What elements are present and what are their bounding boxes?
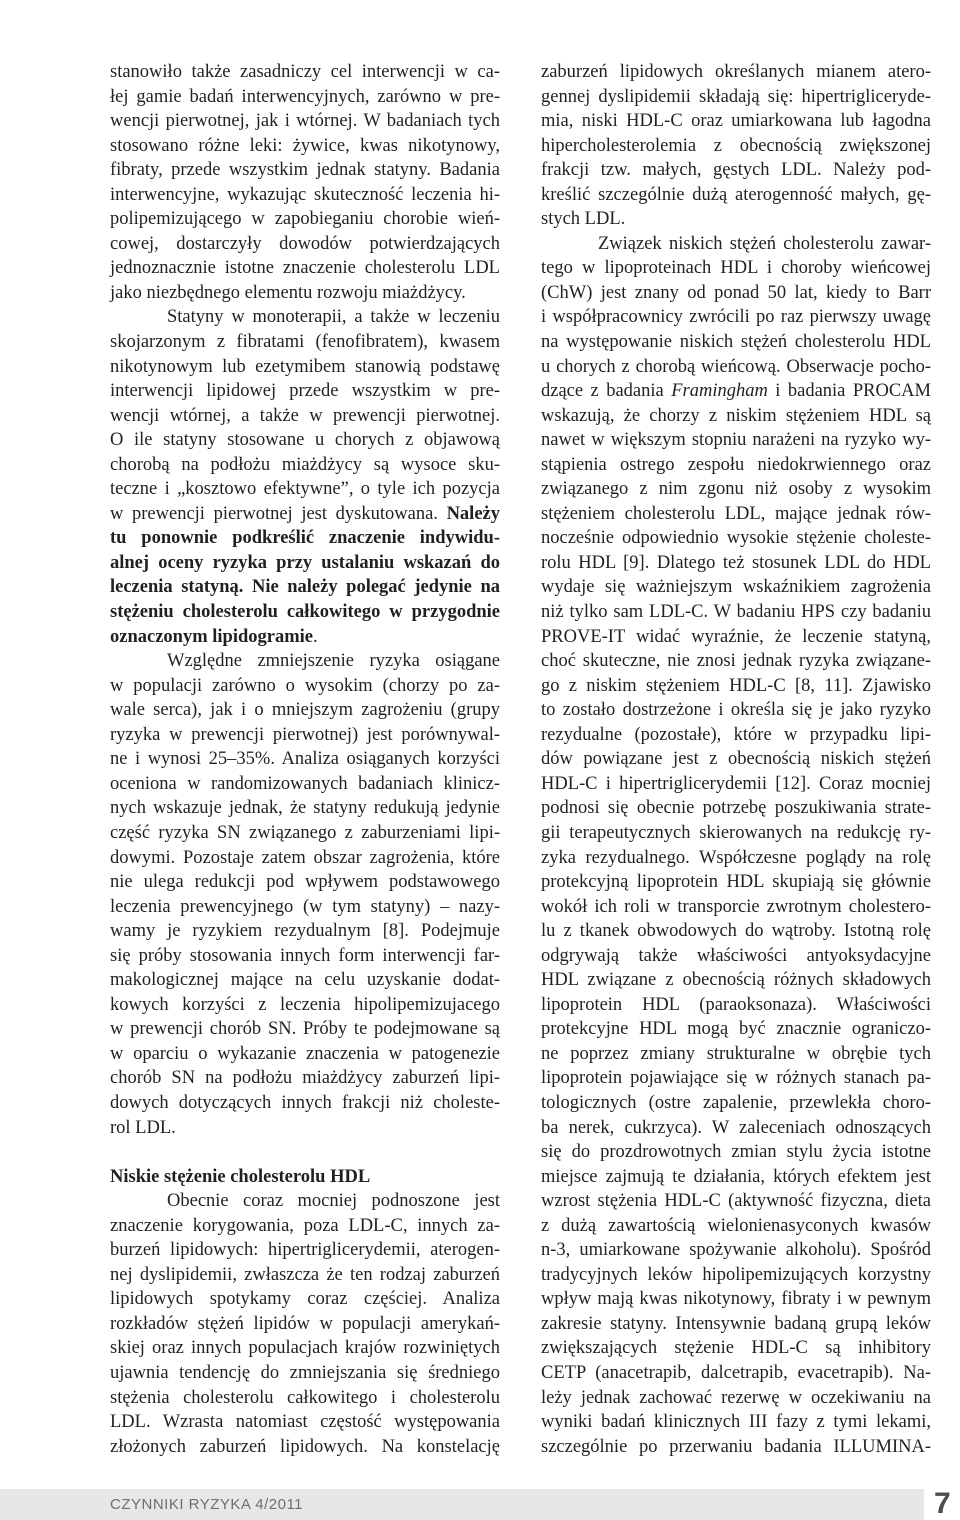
text-line: wokół ich roli w transporcie zwrotnym cholestero- xyxy=(541,896,931,917)
paragraph xyxy=(541,232,931,1459)
text-line: nikotynowym lub ezetymibem stanowią podstawę xyxy=(110,356,500,377)
text-line: n-3, umiarkowane spożywanie alkoholu). Spośród xyxy=(541,1240,931,1261)
text-line: polipemizującego w zapobieganiu chorobie wień- xyxy=(110,209,500,230)
text-line: burzeń lipidowych: hipertriglicerydemii, aterogen- xyxy=(110,1240,500,1261)
text-line: miejsce zajmują te działania, których efektem jest xyxy=(541,1166,931,1187)
journal-issue-label: CZYNNIKI RYZYKA 4/2011 xyxy=(110,1496,304,1513)
text-line: złożonych zaburzeń lipidowych. Na konstelację xyxy=(110,1436,500,1457)
bold-text: oznaczonym lipidogramie xyxy=(110,626,313,647)
text-line: wencji wtórnej, a także w prewencji pierwotnej. xyxy=(110,405,500,426)
text-line: interwencji lipidowej przede wszystkim w pre- xyxy=(110,381,500,402)
text-line: chorobą na podłożu miażdżycy są wysoce sku- xyxy=(110,454,500,475)
text-line: makologicznej mające na celu uzyskanie dodat- xyxy=(110,970,500,991)
text-line: Statyny w monoterapii, a także w leczeniu xyxy=(167,307,500,328)
text-line: wskazują, że chorzy z niskim stężeniem HDL są xyxy=(541,405,931,426)
text-line: PROVE-IT widać wyraźnie, że leczenie statyną, xyxy=(541,626,931,647)
text-line: skiej oraz innych populacjach krajów rozwiniętych xyxy=(110,1338,500,1359)
text-line: stąpienia ostrego zespołu niedokrwiennego oraz xyxy=(541,454,931,475)
text-line: zwiększających stężenie HDL-C są inhibitory xyxy=(541,1338,931,1359)
text-line: tego w lipoproteinach HDL i choroby wieńcowej xyxy=(541,258,931,279)
text-line: Względne zmniejszenie ryzyka osiągane xyxy=(167,651,500,672)
text-line: dów powiązane jest z obecnością niskich stężeń xyxy=(541,749,931,770)
bold-text: tu ponownie podkreślić znaczenie indywidu- xyxy=(110,528,500,549)
text-span: i badania PROCAM xyxy=(767,381,931,402)
text-line: cowej, dostarczyły dowodów potwierdzających xyxy=(110,233,500,254)
text-line: niż tylko sam LDL-C. W badaniu HPS czy badaniu xyxy=(541,602,931,623)
text-line: protekcyjną lipoprotein HDL skupiają się głównie xyxy=(541,872,931,893)
page-number: 7 xyxy=(934,1487,951,1520)
text-line: związanego z nim zgonu niż osoby z wysokim xyxy=(541,479,931,500)
text-line: nych wskazuje jednak, że statyny redukują jedynie xyxy=(110,798,500,819)
text-line: w prewencji chorób SN. Próby te podejmowane są xyxy=(110,1019,500,1040)
text-line: lipoprotein pojawiające się w różnych stanach pa- xyxy=(541,1068,931,1089)
text-line: HDL związane z obecnością różnych składowych xyxy=(541,970,931,991)
text-span: . xyxy=(312,626,318,647)
text-span: dzące z badania xyxy=(541,381,672,402)
paragraph xyxy=(110,649,500,1140)
text-line: rozkładów stężeń lipidów w populacji amerykań- xyxy=(110,1313,500,1334)
text-line: leczenia prewencyjnego (w tym statyny) – nazy- xyxy=(110,896,500,917)
text-line: zaburzeń lipidowych określanych mianem atero- xyxy=(541,62,931,82)
text-line: tologicznych (ostre zapalenie, przewlekła choro- xyxy=(541,1092,931,1113)
text-line: jako niezbędnego elementu rozwoju miażdżycy. xyxy=(110,282,466,303)
text-line: O ile statyny stosowane u chorych z objawową xyxy=(110,430,500,451)
text-line: łej gamie badań interwencyjnych, zarówno w pre- xyxy=(110,86,500,107)
paragraph xyxy=(110,305,500,649)
text-line: wale serca), jak i o mniejszym zagrożeniu (grupy xyxy=(110,700,500,721)
text-line: ryzyka w prewencji pierwotnej) jest porównywal- xyxy=(110,724,500,745)
text-line: teczne i „kosztowo efektywne”, o tyle ich pozycja xyxy=(110,479,500,500)
text-line: tradycyjnych leków hipolipemizujących korzystny xyxy=(541,1264,931,1285)
text-line: wydaje się ważniejszym wskaźnikiem zagrożenia xyxy=(541,577,931,598)
text-line: kreślić szczególnie dużą aterogenność małych, gę- xyxy=(541,184,931,205)
text-line: zakresie statyny. Intensywnie badaną grupą leków xyxy=(541,1313,931,1334)
text-line: nawet w większym stopniu narażeni na ryzyko wy- xyxy=(541,430,931,451)
text-line: podnosi się obecnie potrzebę poszukiwania strate- xyxy=(541,798,931,819)
text-line: leży jednak zachować rezerwę w oczekiwaniu na xyxy=(541,1387,931,1408)
text-line xyxy=(110,575,500,600)
text-line: (ChW) jest znany od ponad 50 lat, kiedy to Barr xyxy=(541,282,931,303)
text-line: kowych korzyści z leczenia hipolipemizujacego xyxy=(110,994,500,1015)
text-line: ujawnia tendencję do zmniejszania się średniego xyxy=(110,1362,500,1383)
text-line: go z niskim stężeniem HDL-C [8, 11]. Zjawisko xyxy=(541,675,931,696)
bold-text: leczenia statyną. Nie należy polegać jedynie na xyxy=(110,577,500,598)
text-line: stych LDL. xyxy=(541,209,626,230)
text-line: zyka rezydualnego. Współczesne poglądy na rolę xyxy=(541,847,931,868)
text-line: lipidowych spotykamy coraz częściej. Analiza xyxy=(110,1289,500,1310)
text-line: chorób SN na podłożu miażdżycy zaburzeń lipi- xyxy=(110,1068,500,1089)
text-line: rolu HDL [9]. Dlatego też stosunek LDL do HDL xyxy=(541,552,931,573)
text-line: to zostało dostrzeżone i określa się je jako ryzyko xyxy=(541,700,931,721)
text-line xyxy=(541,379,931,404)
text-line: fibraty, przede wszystkim jednak statyny. Badania xyxy=(110,160,500,181)
text-line: z dużą zawartością wielonienasyconych kwasów xyxy=(541,1215,931,1236)
text-line: odgrywają także właściwości antyoksydacyjne xyxy=(541,945,931,966)
text-line: wyniki badań klinicznych III fazy z tymi lekami, xyxy=(541,1412,931,1433)
text-line: na występowanie niskich stężeń cholesterolu HDL xyxy=(541,332,931,353)
paragraph xyxy=(110,60,500,305)
text-line: HDL-C i hipertriglicerydemii [12]. Coraz mocniej xyxy=(541,773,931,794)
text-line: nie ulega redukcji pod wpływem podstawowego xyxy=(110,872,500,893)
italic-text: Framingham xyxy=(671,381,768,402)
text-line: gennej dyslipidemii składają się: hipertrigliceryde- xyxy=(541,86,931,107)
text-line: frakcji tzw. małych, gęstych LDL. Należy pod- xyxy=(541,160,931,181)
text-line xyxy=(110,526,500,551)
text-line xyxy=(110,625,500,650)
left-text-column xyxy=(110,60,500,1459)
text-line: się próby stosowania innych form interwencji far- xyxy=(110,945,500,966)
text-line: nej dyslipidemii, zwłaszcza że ten rodzaj zaburzeń xyxy=(110,1264,500,1285)
right-text-column xyxy=(541,60,931,1459)
text-span: w prewencji pierwotnej jest dyskutowana. xyxy=(110,503,447,524)
text-line: stosowano różne leki: żywice, kwas nikotynowy, xyxy=(110,135,500,156)
bold-text: Należy xyxy=(446,503,500,524)
text-line: ne i wynosi 25–35%. Analiza osiąganych korzyści xyxy=(110,749,500,770)
text-line: lu z tkanek obwodowych do wątroby. Istotną rolę xyxy=(541,921,931,942)
text-line: rezydualne (pozostałe), które w przypadku lipi- xyxy=(541,724,931,745)
text-line: u chorych z chorobą wieńcową. Obserwacje pocho- xyxy=(541,356,931,377)
bold-text: stężeniu cholesterolu całkowitego w przygodnie xyxy=(110,602,500,623)
text-line: część ryzyka SN związanego z zaburzeniami lipi- xyxy=(110,822,500,843)
text-line: hipercholesterolemia z obecnością zwiększonej xyxy=(541,135,931,156)
text-line: Związek niskich stężeń cholesterolu zawar- xyxy=(598,233,931,254)
paragraph xyxy=(541,60,931,232)
text-line xyxy=(110,502,500,527)
text-line: lipoprotein HDL (paraoksonaza). Właściwości xyxy=(541,994,931,1015)
text-line: dowymi. Pozostaje zatem obszar zagrożenia, które xyxy=(110,847,500,868)
text-line: jednoznacznie istotne znaczenie cholesterolu LDL xyxy=(110,258,500,279)
text-line xyxy=(110,600,500,625)
text-line: stanowiło także zasadniczy cel interwencji w ca- xyxy=(110,62,500,82)
text-line: wzrost stężenia HDL-C (aktywność fizyczna, dieta xyxy=(541,1191,931,1212)
text-line: mia, niski HDL-C oraz umiarkowana lub łagodna xyxy=(541,111,931,132)
text-line: znaczenie korygowania, poza LDL-C, innych za- xyxy=(110,1215,500,1236)
text-line: się do prozdrowotnych zmian stylu życia istotne xyxy=(541,1142,931,1163)
text-line: dowych dotyczących innych frakcji niż choleste- xyxy=(110,1092,500,1113)
text-line: rol LDL. xyxy=(110,1117,176,1138)
text-line: ba nerek, cukrzyca). W zaleceniach odnoszących xyxy=(541,1117,931,1138)
bold-text: alnej oceny ryzyka przy ustalaniu wskazań do xyxy=(110,552,500,573)
text-line: nocześnie odpowiednio wysokie stężenie choleste- xyxy=(541,528,931,549)
text-line: interwencyjne, wykazując skuteczność leczenia hi- xyxy=(110,184,500,205)
text-line: gii terapeutycznych skierowanych na redukcję ry- xyxy=(541,822,931,843)
text-line xyxy=(110,551,500,576)
text-line: protekcyjne HDL mogą być znacznie ograniczo- xyxy=(541,1019,931,1040)
text-line: oceniona w randomizowanych badaniach klinicz- xyxy=(110,773,500,794)
text-line: ne poprzez zmiany strukturalne w obrębie tych xyxy=(541,1043,931,1064)
text-line: wpływ mają kwas nikotynowy, fibraty i w pewnym xyxy=(541,1289,931,1310)
text-line: choć skuteczne, nie znosi jednak ryzyka związane- xyxy=(541,651,931,672)
text-line: i współpracownicy zwrócili po raz pierwszy uwagę xyxy=(541,307,931,328)
text-line: szczególnie po przerwaniu badania ILLUMINA- xyxy=(541,1436,931,1457)
text-line: CETP (anacetrapib, dalcetrapib, evacetrapib). Na- xyxy=(541,1362,931,1383)
text-line: skojarzonym z fibratami (fenofibratem), kwasem xyxy=(110,332,500,353)
section-heading: Niskie stężenie cholesterolu HDL xyxy=(110,1166,371,1187)
paragraph xyxy=(110,1189,500,1459)
text-line: stężenia cholesterolu całkowitego i cholesterolu xyxy=(110,1387,500,1408)
text-line: wencji pierwotnej, jak i wtórnej. W badaniach tych xyxy=(110,111,500,132)
text-line: w populacji zarówno o wysokim (chorzy po za- xyxy=(110,675,500,696)
text-line: LDL. Wzrasta natomiast częstość występowania xyxy=(110,1412,500,1433)
text-line: w oparciu o wykazanie znaczenia w patogenezie xyxy=(110,1043,500,1064)
text-line: Obecnie coraz mocniej podnoszone jest xyxy=(167,1191,500,1212)
text-line: stężeniem cholesterolu LDL, mające jednak rów- xyxy=(541,503,931,524)
text-line: wamy je ryzykiem rezydualnym [8]. Podejmuje xyxy=(110,921,500,942)
